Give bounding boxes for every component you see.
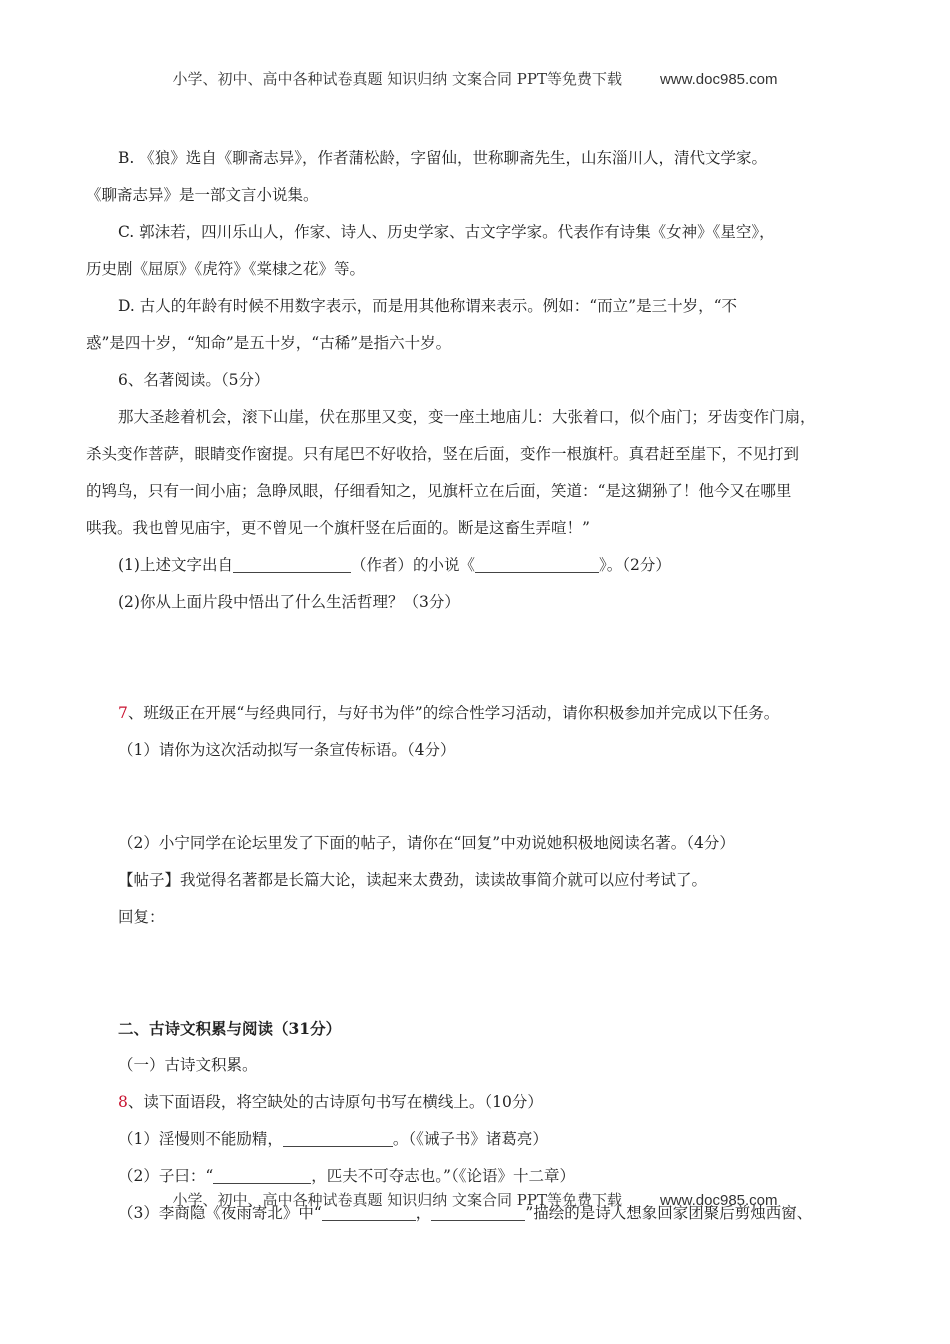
q6-sub2: (2)你从上面片段中悟出了什么生活哲理？（3分）	[118, 593, 460, 611]
page-header	[0, 68, 950, 89]
q7-sub2: （2）小宁同学在论坛里发了下面的帖子，请你在“回复”中劝说她积极地阅读名著。（4分）	[118, 834, 735, 852]
section-2-sub: （一）古诗文积累。	[118, 1056, 258, 1074]
q6-passage-line3: 的鸨鸟，只有一间小庙；急睁凤眼，仔细看知之，见旗杆立在后面，笑道：“是这猢狲了！他今又在哪里	[86, 482, 792, 500]
q8-title: 8、读下面语段，将空缺处的古诗原句书写在横线上。（10分）	[118, 1093, 543, 1111]
section-2-title: 二、古诗文积累与阅读（31分）	[118, 1019, 342, 1038]
q6-title: 6、名著阅读。（5分）	[118, 371, 270, 389]
q8-blank-2[interactable]	[213, 1165, 311, 1184]
q8-line3: （3）李商隐《夜雨寄北》中“ ， ”描绘的是诗人想象回家团聚后剪烛西窗、	[118, 1204, 813, 1222]
q7-post: 【帖子】我觉得名著都是长篇大论，读起来太费劲，读读故事简介就可以应付考试了。	[118, 871, 708, 889]
q6-sub1: (1)上述文字出自 （作者）的小说《 》。（2分）	[118, 556, 671, 574]
option-c-line2: 历史剧《屈原》《虎符》《棠棣之花》等。	[86, 260, 366, 278]
option-c-line1: C. 郭沫若，四川乐山人，作家、诗人、历史学家、古文字学家。代表作有诗集《女神》《星空》，	[118, 223, 775, 241]
q6-author-blank[interactable]	[233, 554, 351, 573]
q7-number: 7	[118, 704, 128, 722]
footer-text: 小学、初中、高中各种试卷真题 知识归纳 文案合同 PPT等免费下载	[172, 1191, 622, 1209]
q7-reply-label: 回复：	[118, 908, 165, 926]
option-b-line2: 《聊斋志异》是一部文言小说集。	[86, 186, 319, 204]
header-text: 小学、初中、高中各种试卷真题 知识归纳 文案合同 PPT等免费下载	[172, 70, 622, 88]
q6-passage-line1: 那大圣趁着机会，滚下山崖，伏在那里又变，变一座土地庙儿：大张着口，似个庙门；牙齿变作门扇，	[118, 408, 816, 426]
document-body	[86, 140, 866, 1232]
footer-url[interactable]: www.doc985.com	[659, 1192, 778, 1209]
q8-number: 8	[118, 1093, 128, 1111]
q6-novel-blank[interactable]	[475, 554, 599, 573]
q7-sub1: （1）请你为这次活动拟写一条宣传标语。（4分）	[118, 741, 456, 759]
page-footer	[0, 1189, 950, 1210]
q6-passage-line4: 哄我。我也曾见庙宇，更不曾见一个旗杆竖在后面的。断是这畜生弄喧！”	[86, 519, 590, 537]
option-d-line1: D. 古人的年龄有时候不用数字表示，而是用其他称谓来表示。例如：“而立”是三十岁，“不	[118, 297, 738, 315]
q8-line2: （2）子曰：“ ，匹夫不可夺志也。”（《论语》十二章）	[118, 1167, 575, 1185]
option-b-line1: B. 《狼》选自《聊斋志异》，作者蒲松龄，字留仙，世称聊斋先生，山东淄川人，清代文学家。	[118, 149, 767, 167]
q6-passage-line2: 杀头变作菩萨，眼睛变作窗提。只有尾巴不好收拾，竖在后面，变作一根旗杆。真君赶至崖下，不见打到	[86, 445, 800, 463]
option-d-line2: 惑”是四十岁，“知命”是五十岁，“古稀”是指六十岁。	[86, 334, 452, 352]
q7-title: 7、班级正在开展“与经典同行，与好书为伴”的综合性学习活动，请你积极参加并完成以下任务。	[118, 704, 780, 722]
q8-blank-1[interactable]	[283, 1128, 393, 1147]
q8-line1: （1）淫慢则不能励精， 。（《诫子书》诸葛亮）	[118, 1130, 548, 1148]
header-url[interactable]: www.doc985.com	[659, 71, 778, 88]
